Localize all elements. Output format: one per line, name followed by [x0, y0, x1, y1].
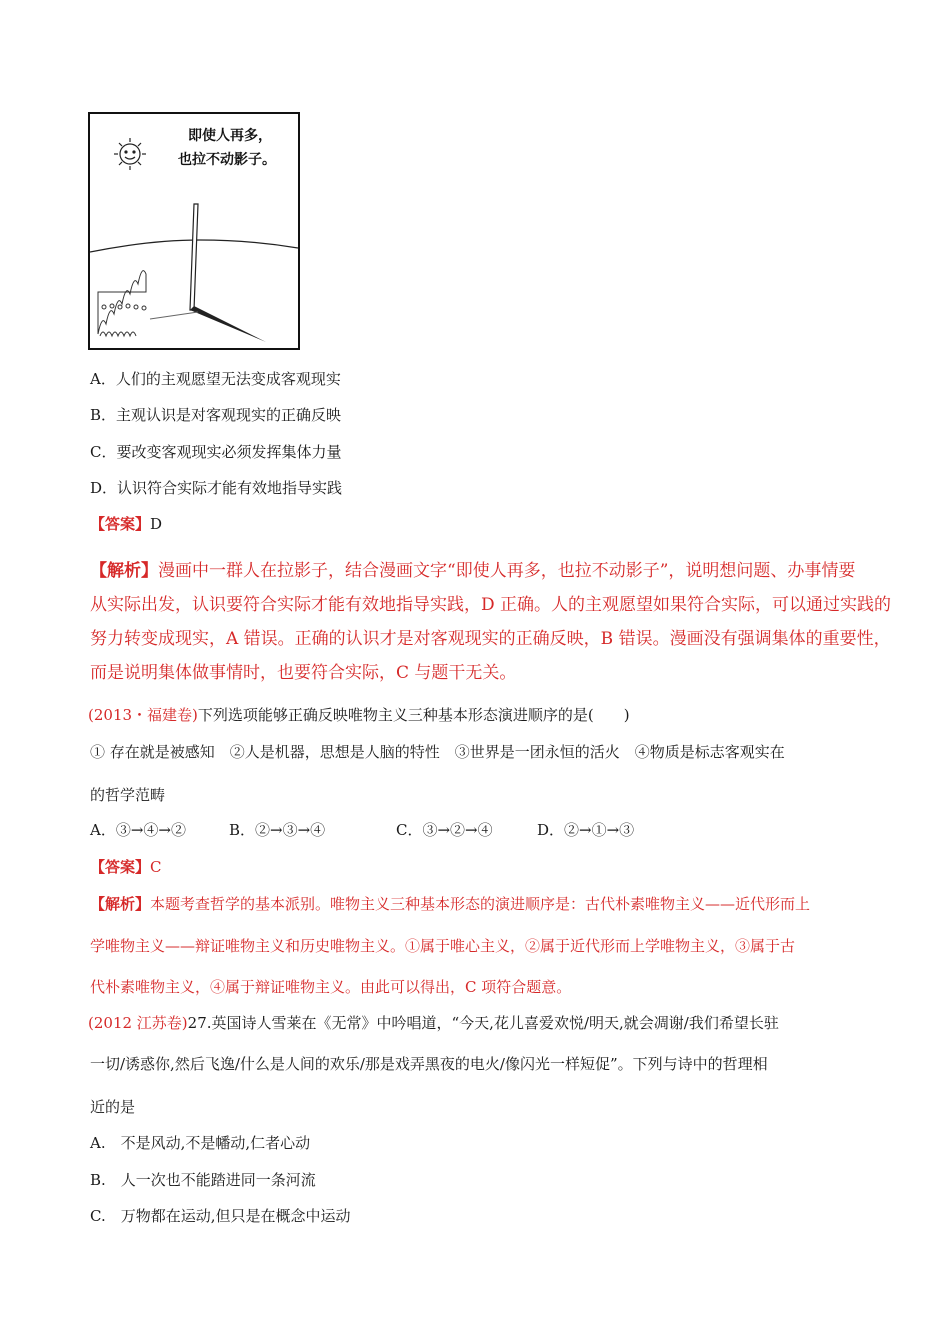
rope: [150, 312, 198, 319]
sun-icon: [114, 138, 146, 170]
answer-tag: 【答案】: [90, 858, 151, 876]
analysis-line: 努力转变成现实，A 错误。正确的认识才是对客观现实的正确反映，B 错误。漫画没有强调集体的重要性，: [90, 629, 891, 649]
q3-stem-line1: [88, 1012, 779, 1033]
crowd-icon: [98, 271, 146, 336]
q3-stem-line2: 一切/诱惑你,然后飞逸/什么是人间的欢乐/那是戏弄黑夜的电火/像闪光一样短促”。下列与诗中的哲理相: [90, 1055, 768, 1073]
cartoon-caption-2: 也拉不动影子。: [178, 152, 276, 168]
cartoon-image: [88, 112, 300, 350]
q2-option-a: A．③→④→②: [90, 821, 186, 839]
q3-stem-line3: 近的是: [90, 1098, 136, 1116]
answer-value: C: [150, 858, 162, 876]
q3-option-c: C. 万物都在运动,但只是在概念中运动: [90, 1207, 351, 1225]
q1-option-c: C．要改变客观现实必须发挥集体力量: [90, 443, 342, 461]
q1-analysis: [90, 554, 892, 690]
q1-option-d: D．认识符合实际才能有效地指导实践: [90, 479, 343, 497]
q2-analysis-line2: 学唯物主义——辩证唯物主义和历史唯物主义。①属于唯心主义，②属于近代形而上学唯物主义，③属于古: [90, 937, 796, 955]
question-source: (2013・福建卷): [88, 706, 198, 724]
q2-option-c: C．③→②→④: [396, 821, 493, 839]
answer-tag: 【答案】: [90, 515, 151, 533]
q2-stem: [88, 704, 630, 725]
analysis-line: 漫画中一群人在拉影子，结合漫画文字“即使人再多，也拉不动影子”，说明想问题、办事情要: [158, 561, 856, 581]
question-text: 27.英国诗人雪莱在《无常》中吟唱道，“今天,花儿喜爱欢悦/明天,就会凋谢/我们希望长驻: [187, 1014, 779, 1032]
shadow: [190, 306, 266, 342]
q2-analysis-line3: 代朴素唯物主义，④属于辩证唯物主义。由此可以得出，C 项符合题意。: [90, 978, 572, 996]
cartoon-caption-1: 即使人再多，: [188, 128, 272, 144]
analysis-line: 本题考查哲学的基本派别。唯物主义三种基本形态的演进顺序是：古代朴素唯物主义——近代形而上: [150, 895, 811, 913]
q3-option-a: A. 不是风动,不是幡动,仁者心动: [90, 1134, 311, 1152]
analysis-tag: 【解析】: [90, 561, 158, 581]
pole: [190, 204, 198, 310]
analysis-line: 而是说明集体做事情时，也要符合实际，C 与题干无关。: [90, 663, 517, 683]
question-source: (2012 江苏卷): [88, 1014, 188, 1032]
q2-option-d: D．②→①→③: [537, 821, 635, 839]
q1-answer: [90, 513, 162, 534]
q2-analysis-line1: [90, 893, 810, 914]
q2-answer: [90, 856, 162, 877]
q1-option-b: B．主观认识是对客观现实的正确反映: [90, 406, 342, 424]
q2-items-line2: 的哲学范畴: [90, 786, 166, 804]
q3-option-b: B. 人一次也不能踏进同一条河流: [90, 1171, 316, 1189]
q2-items-line1: ① 存在就是被感知 ②人是机器，思想是人脑的特性 ③世界是一团永恒的活火 ④物质是标志客观实在: [90, 743, 785, 761]
analysis-tag: 【解析】: [90, 895, 151, 913]
analysis-line: 从实际出发，认识要符合实际才能有效地指导实践，D 正确。人的主观愿望如果符合实际，可以通过实践的: [90, 595, 892, 615]
q1-option-a: A．人们的主观愿望无法变成客观现实: [90, 370, 341, 388]
question-text: 下列选项能够正确反映唯物主义三种基本形态演进顺序的是( ): [197, 706, 630, 724]
answer-value: D: [150, 515, 163, 533]
cartoon-drawing: [90, 114, 298, 348]
q2-option-b: B．②→③→④: [229, 821, 326, 839]
